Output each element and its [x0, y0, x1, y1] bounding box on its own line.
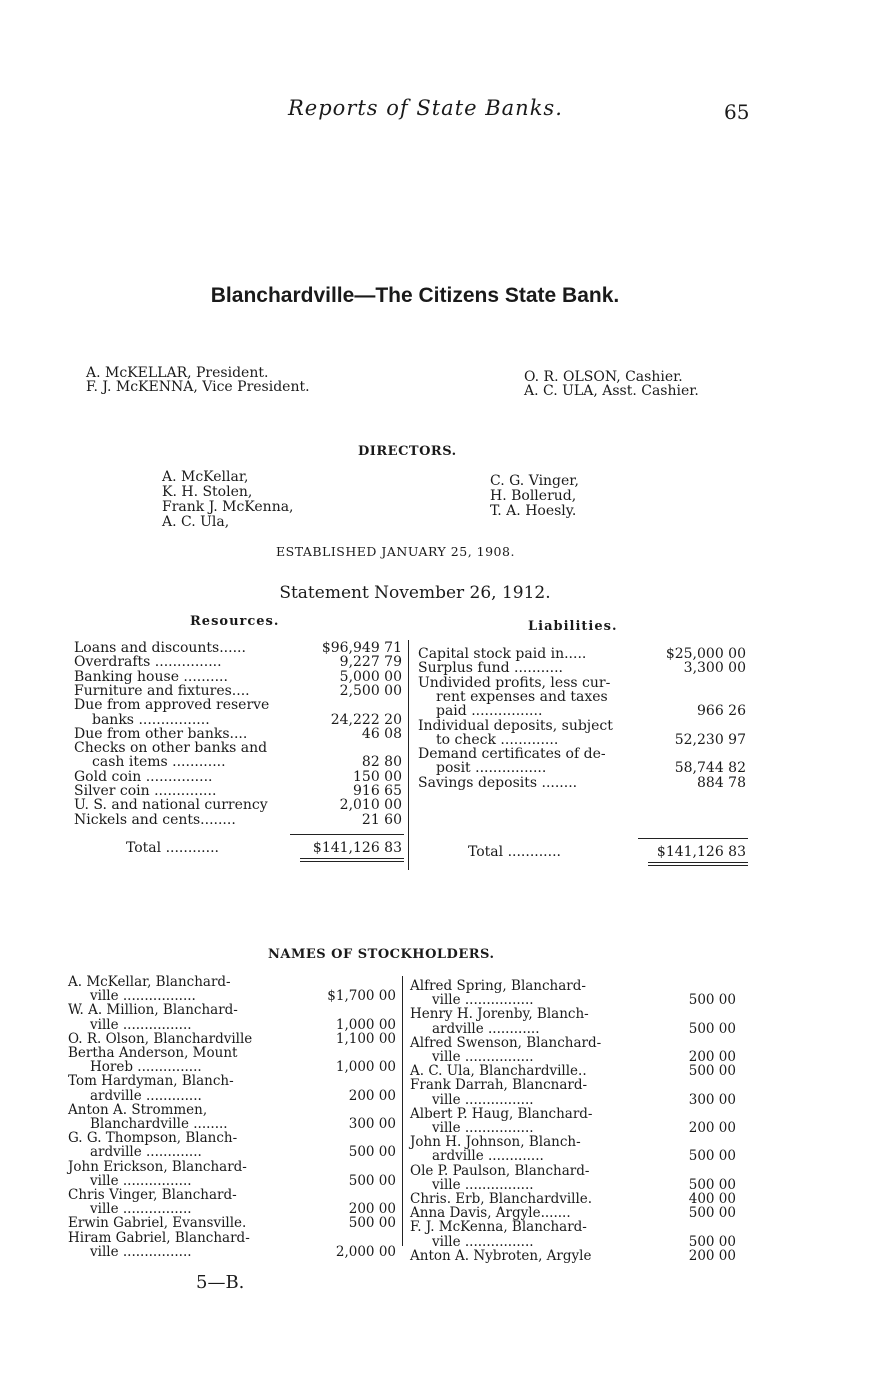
stockholder-label: ville ................ [432, 1120, 534, 1136]
established-date: ESTABLISHED JANUARY 25, 1908. [276, 544, 515, 559]
stockholder-label: A. McKellar, Blanchard- [68, 974, 231, 990]
stockholder-label: A. C. Ula, Blanchardville.. [410, 1063, 587, 1080]
stockholder-label: W. A. Million, Blanchard- [68, 1002, 238, 1019]
stockholder-label: ville ................ [432, 992, 534, 1009]
stockholder-amount: 400 00 [688, 1191, 736, 1207]
officer-president: A. McKELLAR, President. [86, 365, 269, 381]
total-rule [290, 834, 404, 835]
officer-asst-cashier: A. C. ULA, Asst. Cashier. [524, 383, 699, 399]
resources-heading: Resources. [190, 614, 280, 629]
page-number: 65 [724, 100, 750, 124]
total-amount: $141,126 83 [656, 844, 746, 860]
double-rule [300, 861, 404, 862]
stockholder-label: Ole P. Paulson, Blanchard- [410, 1162, 590, 1179]
directors-left [162, 470, 294, 530]
resource-row-amount: 2,500 00 [339, 682, 402, 699]
liability-row-label: rent expenses and taxes [436, 688, 608, 705]
total-amount: $141,126 83 [312, 840, 402, 856]
resource-row-amount: 5,000 00 [339, 668, 402, 685]
stockholder-label: Anton A. Strommen, [68, 1101, 208, 1118]
resource-row-label: Silver coin .............. [74, 783, 217, 799]
stockholder-label: Tom Hardyman, Blanch- [68, 1073, 234, 1090]
bank-title: Blanchardville—The Citizens State Bank. [210, 284, 620, 307]
resource-row-label: Checks on other banks and [74, 740, 268, 757]
stockholders-divider [402, 976, 403, 1246]
stockholder-label: ardville ............. [90, 1144, 202, 1161]
liabilities-ledger [418, 646, 748, 876]
stockholder-label: John Erickson, Blanchard- [68, 1158, 247, 1175]
stockholder-amount: 500 00 [688, 992, 736, 1009]
resource-row-amount: 82 80 [361, 754, 402, 771]
stockholder-amount: $1,700 00 [327, 988, 396, 1005]
officer-vice-president: F. J. McKENNA, Vice President. [86, 379, 310, 395]
stockholder-label: ville ................ [90, 1243, 192, 1260]
directors-heading: DIRECTORS. [358, 444, 457, 459]
stockholder-label: ardville ............. [432, 1148, 544, 1165]
resource-row-amount: 2,010 00 [339, 797, 402, 814]
liability-row-amount: 52,230 97 [674, 731, 746, 748]
resource-row-label: banks ................ [92, 711, 210, 728]
double-rule [300, 858, 404, 859]
resource-row-label: Gold coin ............... [74, 768, 213, 785]
stockholder-amount: 200 00 [348, 1087, 396, 1104]
signature-mark: 5—B. [196, 1272, 245, 1293]
liabilities-heading: Liabilities. [528, 619, 618, 634]
stockholder-label: Horeb ............... [90, 1059, 202, 1076]
stockholder-label: John H. Johnson, Blanch- [410, 1134, 581, 1151]
resource-row-label: Loans and discounts...... [74, 640, 246, 656]
stockholders-right [410, 978, 742, 1268]
stockholder-amount: 500 00 [348, 1172, 396, 1189]
resource-row-amount: 916 65 [353, 783, 402, 799]
stockholder-label: G. G. Thompson, Blanch- [68, 1130, 238, 1147]
stockholders-left [68, 974, 400, 1264]
liability-row-amount: $25,000 00 [665, 646, 746, 662]
stockholder-label: Anton A. Nybroten, Argyle [410, 1247, 592, 1264]
stockholder-amount: 500 00 [688, 1148, 736, 1165]
liability-row-label: to check ............. [436, 731, 559, 748]
resource-row-label: Due from approved reserve [74, 697, 270, 714]
resource-row-label: U. S. and national currency [74, 797, 268, 814]
total-label: Total ............ [468, 844, 561, 860]
double-rule [648, 862, 748, 863]
liability-row-amount: 966 26 [697, 703, 746, 720]
stockholder-label: Bertha Anderson, Mount [68, 1045, 238, 1061]
resource-row-label: cash items ............ [92, 754, 226, 771]
resource-row-amount: 24,222 20 [330, 711, 402, 728]
liability-row-label: Surplus fund ........... [418, 660, 563, 677]
stockholder-amount: 200 00 [688, 1247, 736, 1264]
column-divider [408, 640, 409, 870]
stockholder-amount: 500 00 [688, 1233, 736, 1250]
stockholder-label: Erwin Gabriel, Evansville. [68, 1215, 247, 1232]
stockholder-amount: 1,000 00 [335, 1016, 396, 1033]
stockholder-label: ville ................ [432, 1176, 534, 1193]
stockholder-label: ville ................ [432, 1091, 534, 1108]
stockholder-label: ville ................ [432, 1233, 534, 1250]
stockholder-label: ville ................. [90, 988, 196, 1005]
liability-row-label: posit ................ [436, 760, 547, 777]
director: H. Bollerud, [490, 488, 577, 504]
stockholder-amount: 500 00 [688, 1176, 736, 1193]
stockholder-amount: 1,100 00 [335, 1030, 396, 1047]
stockholders-heading: NAMES OF STOCKHOLDERS. [268, 947, 495, 962]
officers-right [524, 370, 699, 398]
double-rule [648, 865, 748, 866]
liability-row-label: Individual deposits, subject [418, 717, 613, 734]
liability-row-label: Capital stock paid in..... [418, 646, 587, 662]
total-label: Total ............ [126, 840, 219, 856]
liability-row-amount: 884 78 [697, 774, 746, 791]
stockholder-amount: 300 00 [688, 1091, 736, 1108]
total-rule [638, 838, 748, 839]
stockholder-label: Alfred Swenson, Blanchard- [410, 1034, 602, 1051]
resource-row-label: Banking house .......... [74, 668, 228, 685]
stockholder-label: Hiram Gabriel, Blanchard- [68, 1229, 250, 1246]
stockholder-amount: 500 00 [688, 1063, 736, 1080]
stockholder-label: Chris. Erb, Blanchardville. [410, 1191, 593, 1207]
director: C. G. Vinger, [490, 473, 579, 489]
stockholder-amount: 2,000 00 [335, 1243, 396, 1260]
resource-row-label: Due from other banks.... [74, 725, 248, 742]
director: A. McKellar, [162, 469, 249, 485]
stockholder-amount: 200 00 [688, 1049, 736, 1065]
directors-right [490, 474, 579, 519]
resource-row-amount: $96,949 71 [321, 640, 402, 656]
director: T. A. Hoesly. [490, 503, 577, 519]
resource-row-label: Overdrafts ............... [74, 654, 222, 671]
stockholder-label: O. R. Olson, Blanchardville [68, 1030, 253, 1047]
director: A. C. Ula, [162, 514, 230, 530]
officers-left [86, 366, 310, 394]
stockholder-label: Alfred Spring, Blanchard- [410, 978, 586, 994]
stockholder-amount: 1,000 00 [335, 1059, 396, 1076]
resource-row-amount: 46 08 [361, 725, 402, 742]
resource-row-label: Nickels and cents........ [74, 811, 236, 828]
stockholder-label: Chris Vinger, Blanchard- [68, 1187, 237, 1203]
director: Frank J. McKenna, [162, 499, 294, 515]
resource-row-amount: 150 00 [353, 768, 402, 785]
liability-row-label: Savings deposits ........ [418, 774, 578, 791]
stockholder-amount: 500 00 [688, 1205, 736, 1222]
stockholder-amount: 500 00 [688, 1020, 736, 1037]
stockholder-label: Henry H. Jorenby, Blanch- [410, 1006, 589, 1023]
stockholder-label: ville ................ [432, 1049, 534, 1065]
officer-cashier: O. R. OLSON, Cashier. [524, 369, 683, 385]
resource-row-amount: 9,227 79 [339, 654, 402, 671]
running-title: Reports of State Banks. [288, 96, 563, 120]
director: K. H. Stolen, [162, 484, 253, 500]
stockholder-label: ardville ............ [432, 1020, 540, 1037]
stockholder-label: ville ................ [90, 1016, 192, 1033]
stockholder-amount: 200 00 [688, 1120, 736, 1136]
liability-row-amount: 58,744 82 [674, 760, 746, 777]
stockholder-label: ville ................ [90, 1172, 192, 1189]
stockholder-label: Anna Davis, Argyle....... [410, 1205, 571, 1222]
liability-row-label: paid ................ [436, 703, 543, 720]
stockholder-label: Frank Darrah, Blancnard- [410, 1077, 588, 1094]
stockholder-amount: 500 00 [348, 1144, 396, 1161]
liability-row-amount: 3,300 00 [683, 660, 746, 677]
resource-row-amount: 21 60 [361, 811, 402, 828]
stockholder-label: ardville ............. [90, 1087, 202, 1104]
stockholder-amount: 200 00 [348, 1201, 396, 1218]
stockholder-label: Blanchardville ........ [90, 1116, 228, 1132]
stockholder-label: Albert P. Haug, Blanchard- [410, 1105, 593, 1122]
stockholder-label: ville ................ [90, 1201, 192, 1218]
liability-row-label: Undivided profits, less cur- [418, 674, 611, 691]
stockholder-label: F. J. McKenna, Blanchard- [410, 1219, 587, 1236]
resources-ledger [74, 640, 404, 880]
stockholder-amount: 300 00 [348, 1116, 396, 1132]
stockholder-amount: 500 00 [348, 1215, 396, 1232]
liability-row-label: Demand certificates of de- [418, 746, 606, 763]
statement-title: Statement November 26, 1912. [279, 583, 551, 603]
resource-row-label: Furniture and fixtures.... [74, 682, 250, 699]
